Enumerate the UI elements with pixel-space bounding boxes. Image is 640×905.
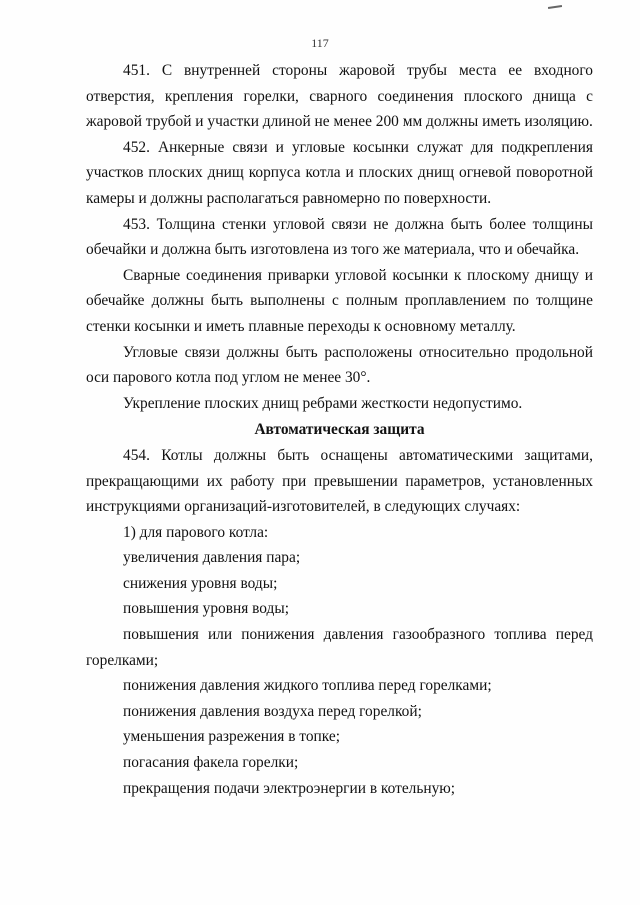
paragraph-stiffeners: Укрепление плоских днищ ребрами жесткости недопустимо. <box>123 394 523 412</box>
list-item: повышения уровня воды; <box>123 600 289 618</box>
paragraph-451: 451. С внутренней стороны жаровой трубы места ее входного отверстия, крепления горелки, сварного соединения плоского днища с жаровой трубой и участки длиной не менее 200 мм должны иметь изоляцию. <box>86 62 593 131</box>
list-item: уменьшения разрежения в топке; <box>123 728 340 746</box>
list-item: повышения или понижения давления газообразного топлива перед горелками; <box>86 626 593 669</box>
list-item: понижения давления воздуха перед горелкой; <box>123 702 422 720</box>
page-number: 117 <box>311 36 329 50</box>
paragraph-angle-ties: Угловые связи должны быть расположены относительно продольной оси парового котла под углом не менее 30°. <box>86 343 593 387</box>
list-item: снижения уровня воды; <box>123 574 278 592</box>
paragraph-453: 453. Толщина стенки угловой связи не должна быть более толщины обечайки и должна быть изготовлена из того же материала, что и обечайка. <box>86 215 593 259</box>
scan-artifact <box>548 5 562 9</box>
paragraph-452: 452. Анкерные связи и угловые косынки служат для подкрепления участков плоских днищ корпуса котла и плоских днищ огневой поворотной камеры и должны располагаться равномерно по поверхности. <box>86 138 593 207</box>
list-item: прекращения подачи электроэнергии в котельную; <box>123 779 456 797</box>
paragraph-welds: Сварные соединения приварки угловой косынки к плоскому днищу и обечайке должны быть выполнены с полным проплавлением по толщине стенки косынки и иметь плавные переходы к основному металлу. <box>86 266 593 335</box>
list-item: погасания факела горелки; <box>123 754 299 772</box>
document-body <box>86 58 593 801</box>
list-item: понижения давления жидкого топлива перед горелками; <box>123 677 492 695</box>
section-heading: Автоматическая защита <box>254 421 425 439</box>
list-item: 1) для парового котла: <box>123 523 269 541</box>
paragraph-454: 454. Котлы должны быть оснащены автоматическими защитами, прекращающими их работу при превышении параметров, установленных инструкциями организаций-изготовителей, в следующих случаях: <box>86 446 593 516</box>
list-item: увеличения давления пара; <box>123 549 301 567</box>
